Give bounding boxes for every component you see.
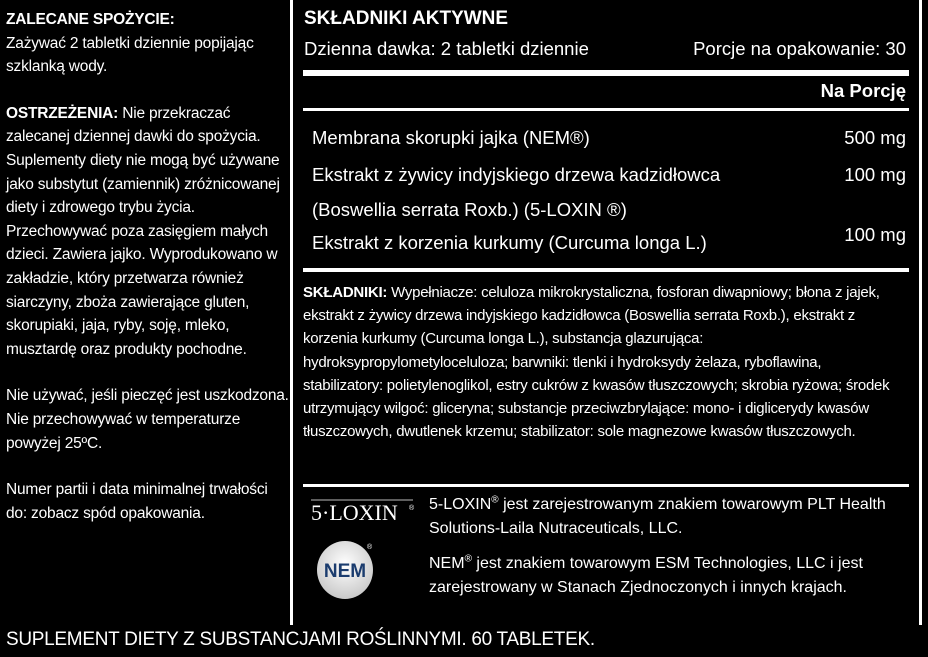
usage-text: Zażywać 2 tabletki dziennie popijając szklanką wody. bbox=[6, 34, 254, 76]
warning-text: Nie przekraczać zalecanej dziennej dawki do spożycia. Suplementy diety nie mogą być używane jako substytut (zamiennik) zróżnicowanej diety i zdrowego trybu życia. Przechowywać poza zasięgiem małych dzieci. Zawiera jajko. Wyprodukowano w zakładzie, który przetwarza również siarczyny, zboża zawierające gluten, skorupiaki, jaja, ryby, soję, mleko, musztardę oraz produkty pochodne. bbox=[6, 104, 280, 358]
tm-nem-text: jest znakiem towarowym ESM Technologies, LLC i jest zarejestrowany w Stanach Zjednoczonych i innych krajach. bbox=[429, 555, 863, 596]
tm-nem-name: NEM bbox=[429, 555, 465, 572]
loxin-trademark-note bbox=[429, 493, 909, 541]
ingredient-name: Ekstrakt z korzenia kurkumy (Curcuma longa L.) bbox=[312, 232, 707, 253]
ingredient-name: Membrana skorupki jajka (NEM®) bbox=[312, 127, 590, 148]
panel-title: SKŁADNIKI AKTYWNE bbox=[304, 8, 509, 29]
batch-text: Numer partii i data minimalnej trwałości do: zobacz spód opakowania. bbox=[6, 481, 268, 522]
tm-nem-reg: ® bbox=[464, 553, 472, 565]
composition bbox=[303, 281, 903, 443]
ingredient-amount: 500 mg bbox=[844, 127, 906, 148]
warning-heading: OSTRZEŻENIA: bbox=[6, 104, 119, 122]
composition-heading: SKŁADNIKI: bbox=[303, 284, 388, 301]
5-loxin-logo bbox=[309, 492, 419, 526]
loxin-logo-text: 5·LOXIN bbox=[311, 500, 398, 525]
servings-per-package: Porcje na opakowanie: 30 bbox=[693, 38, 906, 59]
tm-loxin-name: 5-LOXIN bbox=[429, 496, 492, 513]
seal-text: Nie używać, jeśli pieczęć jest uszkodzona. Nie przechowywać w temperaturze powyżej 25ºC. bbox=[6, 387, 289, 452]
loxin-logo-reg: ® bbox=[409, 505, 415, 512]
divider-composition bbox=[303, 268, 909, 272]
composition-text: Wypełniacze: celuloza mikrokrystaliczna, fosforan diwapniowy; błona z jajek, ekstrakt z żywicy drzewa indyjskiego kadzidłowca (Boswellia serrata Roxb.), ekstrakt z korzenia kurkumy (Curcuma longa L.), substancja glazurująca: hydroksypropylometyloceluloza; barwniki: tlenki i hydroksydy żelaza, ryboflawina, stabilizatory: polietylenoglikol, estry cukrów z kwasów tłuszczowych; skrobia ryżowa; środek utrzymujący wilgoć: gliceryna; substancje przeciwzbrylające: mono- i diglicerydy kwasów tłuszczowych, dwutlenek krzemu; stabilizator: sole magnezowe kwasów tłuszczowych. bbox=[303, 284, 890, 441]
warning-section bbox=[6, 102, 290, 362]
nem-logo-text: NEM bbox=[323, 561, 367, 582]
divider-header bbox=[303, 108, 909, 111]
ingredient-amount: 100 mg bbox=[844, 164, 906, 185]
left-column bbox=[6, 8, 290, 548]
divider-thick bbox=[303, 70, 909, 76]
ingredient-name-continued: (Boswellia serrata Roxb.) (5-LOXIN ®) bbox=[312, 199, 627, 220]
usage-section bbox=[6, 8, 290, 79]
active-ingredients-panel bbox=[290, 0, 922, 625]
ingredient-amount: 100 mg bbox=[844, 224, 906, 245]
nem-logo bbox=[313, 537, 377, 601]
daily-dose: Dzienna dawka: 2 tabletki dziennie bbox=[304, 38, 589, 59]
nem-logo-reg: ® bbox=[367, 544, 373, 551]
per-serving-header: Na Porcję bbox=[820, 80, 906, 101]
ingredient-name: Ekstrakt z żywicy indyjskiego drzewa kadzidłowca bbox=[312, 164, 721, 185]
product-description: SUPLEMENT DIETY Z SUBSTANCJAMI ROŚLINNYMI. 60 TABLETEK. bbox=[6, 629, 595, 650]
usage-heading: ZALECANE SPOŻYCIE: bbox=[6, 11, 175, 28]
tm-loxin-reg: ® bbox=[491, 494, 499, 506]
divider-trademarks bbox=[303, 484, 909, 487]
nem-trademark-note bbox=[429, 552, 909, 600]
tm-loxin-text: jest zarejestrowanym znakiem towarowym PLT Health Solutions-Laila Nutraceuticals, LLC. bbox=[429, 496, 886, 537]
